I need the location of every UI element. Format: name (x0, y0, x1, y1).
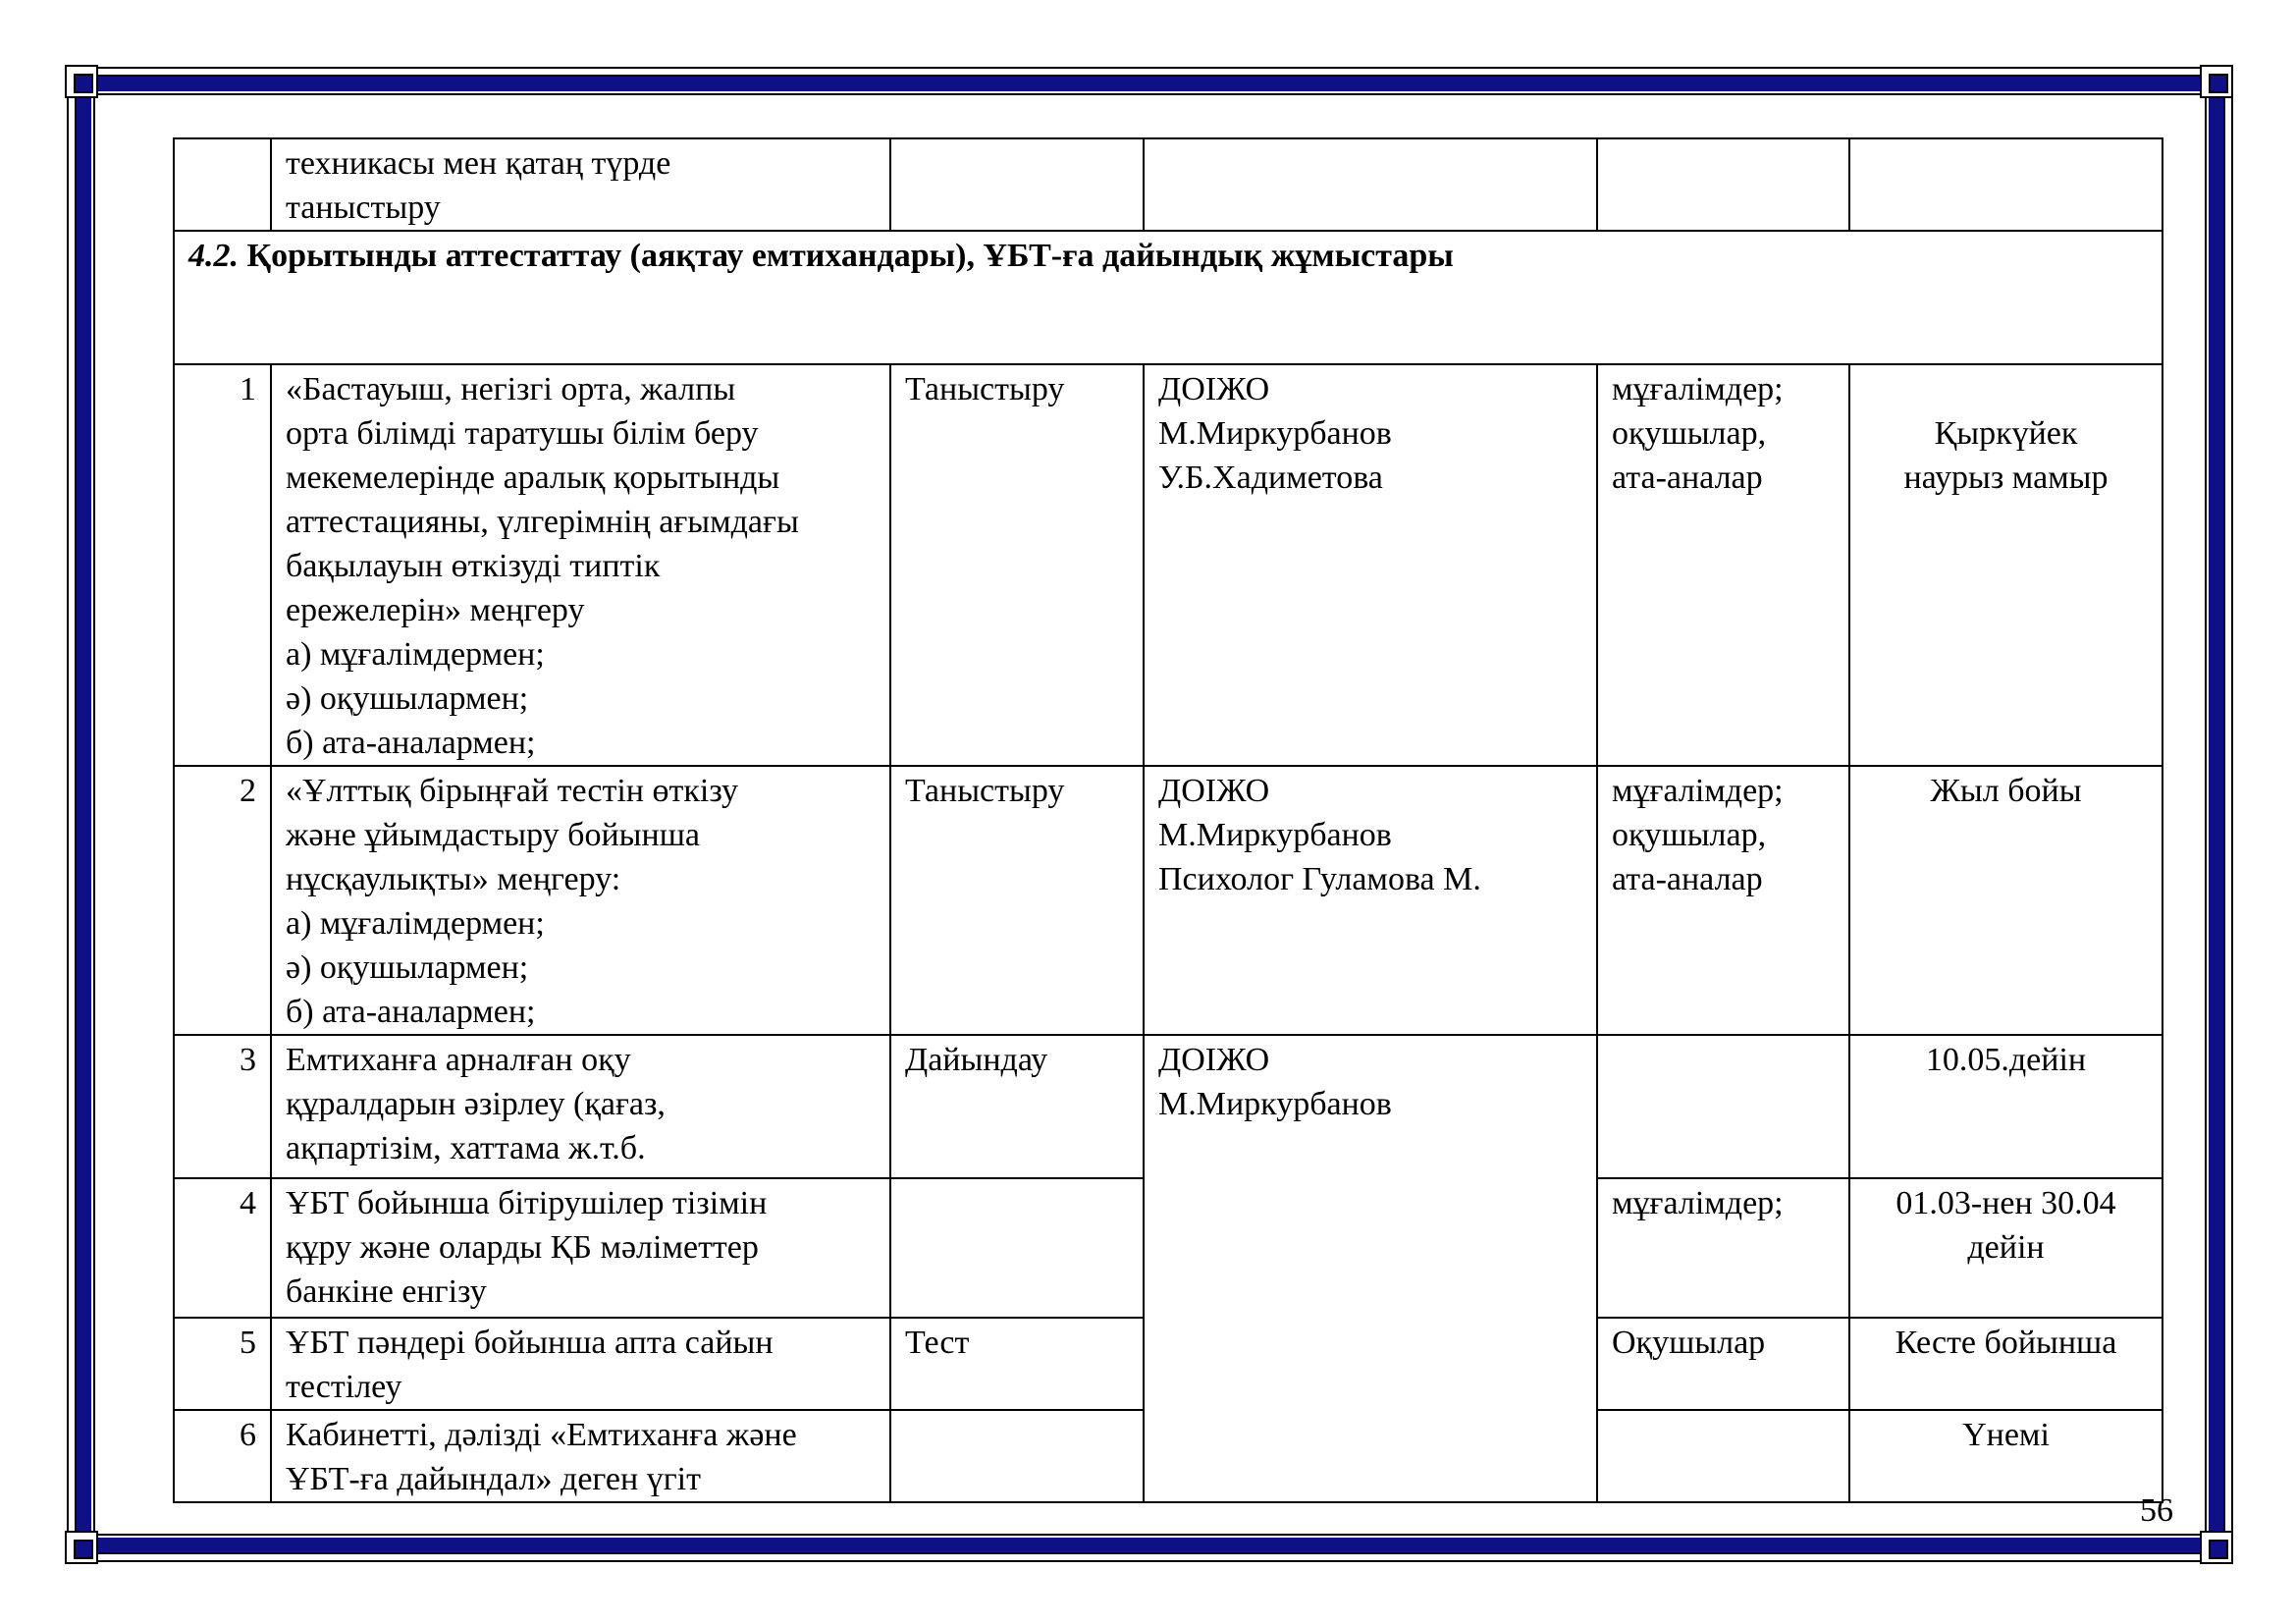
participants-cell (1597, 1410, 1849, 1502)
content-cell: Кабинетті, дәлізді «Емтиханға және ҰБТ-ға дайындал» деген үгіт (271, 1410, 890, 1502)
row-number-cell (174, 138, 271, 231)
form-cell: Таныстыру (890, 766, 1144, 1035)
frame-corner-ornament (2200, 65, 2233, 98)
deadline-cell (1849, 138, 2163, 231)
content-cell: техникасы мен қатаң түрде таныстыру (271, 138, 890, 231)
form-cell: Тест (890, 1318, 1144, 1410)
participants-cell: мұғалімдер; оқушылар, ата-аналар (1597, 364, 1849, 766)
participants-cell: мұғалімдер; оқушылар, ата-аналар (1597, 766, 1849, 1035)
page-number: 56 (2140, 1492, 2173, 1529)
responsible-cell (1144, 138, 1597, 231)
form-cell (890, 1178, 1144, 1318)
table-row (174, 138, 2163, 231)
plan-table (173, 137, 2163, 1503)
form-cell (890, 138, 1144, 231)
section-heading (174, 231, 2163, 364)
deadline-cell: Үнемі (1849, 1410, 2163, 1502)
row-number-cell: 3 (174, 1035, 271, 1178)
content-cell: ҰБТ пәндері бойынша апта сайын тестілеу (271, 1318, 890, 1410)
content-cell: «Бастауыш, негізгі орта, жалпы орта білімді таратушы білім беру мекемелерінде аралық қорытынды аттестацияны, үлгерімнің ағымдағы бақылауын өткізуді типтік ережелерін» меңгеру а) мұғалімдермен; ә) оқушылармен; б) ата-аналармен; (271, 364, 890, 766)
content-cell: «Ұлттық бірыңғай тестін өткізу және ұйымдастыру бойынша нұсқаулықты» меңгеру: а) мұғалімдермен; ә) оқушылармен; б) ата-аналармен; (271, 766, 890, 1035)
deadline-cell: Жыл бойы (1849, 766, 2163, 1035)
form-cell: Таныстыру (890, 364, 1144, 766)
deadline-cell: 10.05.дейін (1849, 1035, 2163, 1178)
section-header-row (174, 231, 2163, 364)
frame-corner-ornament (65, 1531, 98, 1564)
frame-corner-ornament (2200, 1531, 2233, 1564)
frame-corner-ornament (65, 65, 98, 98)
row-number-cell: 4 (174, 1178, 271, 1318)
section-number: 4.2. (188, 238, 239, 274)
form-cell: Дайындау (890, 1035, 1144, 1178)
deadline-cell: Қыркүйек наурыз мамыр (1849, 364, 2163, 766)
row-number-cell: 2 (174, 766, 271, 1035)
participants-cell (1597, 1035, 1849, 1178)
participants-cell (1597, 138, 1849, 231)
responsible-cell: ДОІЖО М.Миркурбанов Психолог Гуламова М. (1144, 766, 1597, 1035)
content-cell: ҰБТ бойынша бітірушілер тізімін құру және оларды ҚБ мәліметтер банкіне енгізу (271, 1178, 890, 1318)
form-cell (890, 1410, 1144, 1502)
row-number-cell: 1 (174, 364, 271, 766)
section-title: Қорытынды аттестаттау (аяқтау емтихандары), ҰБТ-ға дайындық жұмыстары (246, 238, 1454, 274)
content-cell: Емтиханға арналған оқу құралдарын әзірлеу (қағаз, ақпартізім, хаттама ж.т.б. (271, 1035, 890, 1178)
table-row (174, 364, 2163, 766)
row-number-cell: 5 (174, 1318, 271, 1410)
participants-cell: мұғалімдер; (1597, 1178, 1849, 1318)
responsible-cell: ДОІЖО М.Миркурбанов (1144, 1035, 1597, 1502)
row-number-cell: 6 (174, 1410, 271, 1502)
participants-cell: Оқушылар (1597, 1318, 1849, 1410)
table-row (174, 766, 2163, 1035)
responsible-cell: ДОІЖО М.Миркурбанов У.Б.Хадиметова (1144, 364, 1597, 766)
table-row (174, 1035, 2163, 1178)
deadline-cell: 01.03-нен 30.04 дейін (1849, 1178, 2163, 1318)
deadline-cell: Кесте бойынша (1849, 1318, 2163, 1410)
